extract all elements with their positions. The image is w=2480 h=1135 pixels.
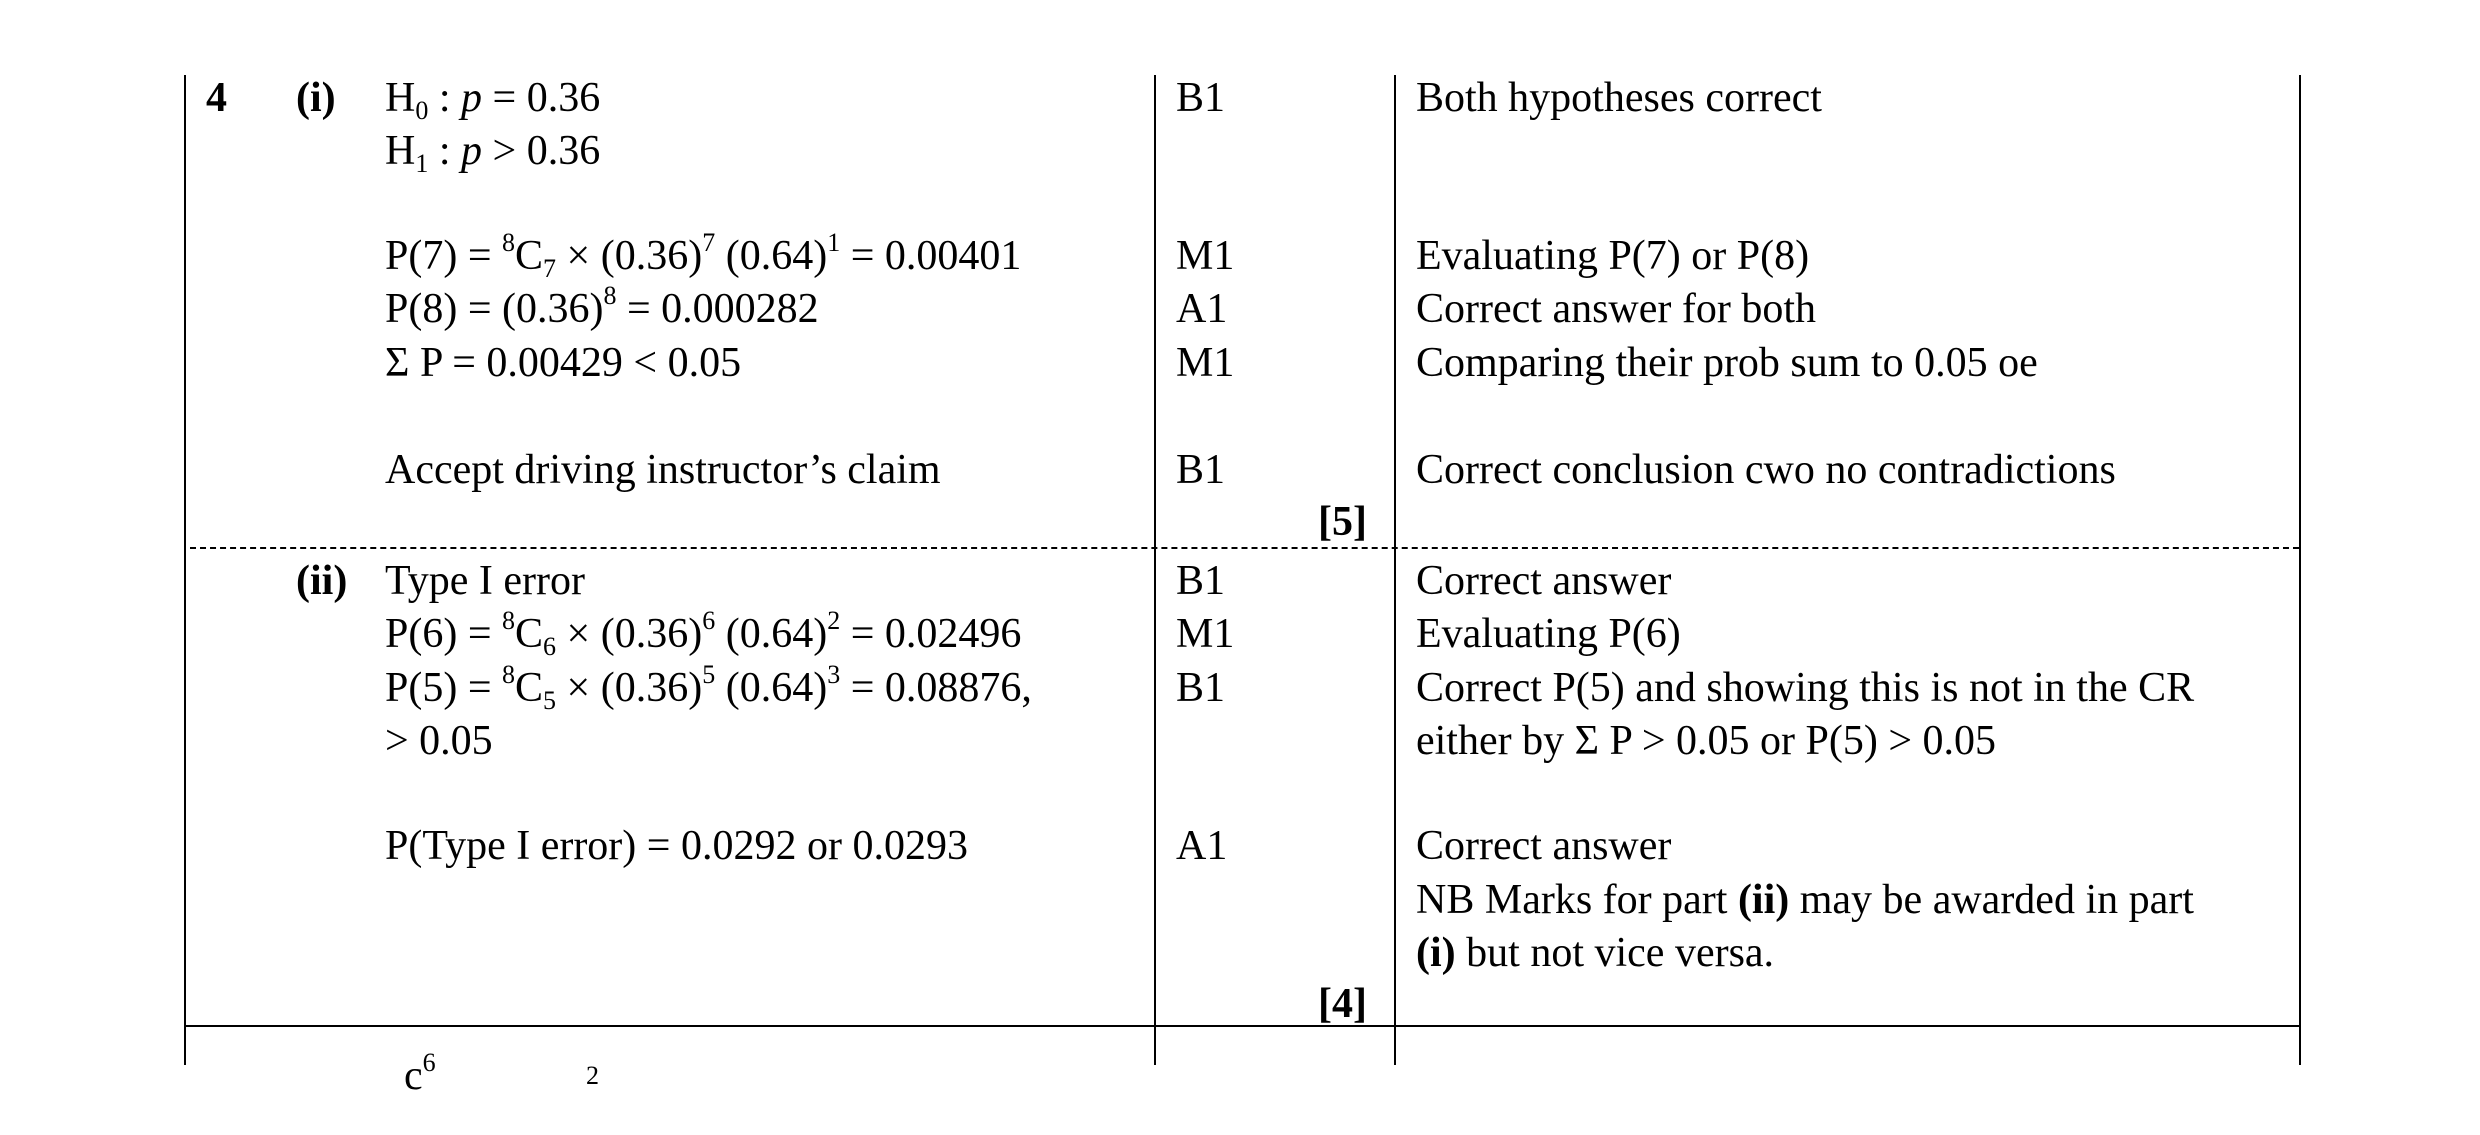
p6-calculation: $P(6) = ^8C_6 \times (0.36)^6$ $(0.64)^2 = 0.02496$	[385, 606, 1022, 661]
null-hypothesis: $H_0$ : p = 0.36	[385, 75, 601, 125]
greater-than-threshold: > 0.05	[385, 718, 493, 764]
guidance-note: Both hypotheses correct	[1416, 75, 1822, 121]
mark-code: B1	[1176, 75, 1226, 121]
guidance-note: Evaluating P(6)	[1416, 611, 1681, 657]
mark-code: B1	[1176, 447, 1226, 493]
mark-code: A1	[1176, 286, 1228, 332]
mark-code: M1	[1176, 233, 1235, 279]
p8-calculation: $P(8) = (0.36)^8 = 0.000282$	[385, 281, 819, 332]
error-type: Type I error	[385, 558, 585, 604]
guidance-note: Correct answer for both	[1416, 286, 1817, 332]
conclusion: Accept driving instructor’s claim	[385, 447, 941, 493]
mark-code: A1	[1176, 823, 1228, 869]
table-left-border	[184, 75, 186, 1065]
part-divider-dashed	[190, 547, 2299, 549]
guidance-nb-line-1: NB Marks for part (ii) may be awarded in part	[1416, 877, 2194, 923]
guidance-nb-line-2: (i) but not vice versa.	[1416, 930, 1775, 976]
part-total-marks: [5]	[1318, 499, 1367, 545]
mark-code: B1	[1176, 665, 1226, 711]
guidance-note: either by Σ P > 0.05 or P(5) > 0.05	[1416, 718, 1997, 764]
guidance-note: Correct answer	[1416, 823, 1672, 869]
guidance-note: Correct P(5) and showing this is not in the CR	[1416, 665, 2195, 711]
probability-sum: Σ P = 0.00429 < 0.05	[385, 340, 742, 386]
part-label-i: (i)	[296, 75, 336, 121]
marks-column-divider	[1394, 75, 1396, 1065]
next-row-fragment: $c^6$	[404, 1048, 436, 1099]
mark-code: M1	[1176, 340, 1235, 386]
guidance-note: Evaluating P(7) or P(8)	[1416, 233, 1810, 279]
question-number: 4	[206, 75, 227, 121]
guidance-note: Comparing their prob sum to 0.05 oe	[1416, 340, 2038, 386]
guidance-note: Correct conclusion cwo no contradictions	[1416, 447, 2116, 493]
p7-calculation: $P(7) = ^8C_7 \times (0.36)^7$ $(0.64)^1 = 0.00401$	[385, 228, 1022, 283]
next-row-fragment: 2	[586, 1061, 599, 1090]
part-total-marks: [4]	[1318, 981, 1367, 1027]
mark-code: B1	[1176, 558, 1226, 604]
type-i-error-answer: P(Type I error) = 0.0292 or 0.0293	[385, 823, 968, 869]
mark-code: M1	[1176, 611, 1235, 657]
answer-column-divider	[1154, 75, 1156, 1065]
part-label-ii: (ii)	[296, 558, 348, 604]
alternative-hypothesis: $H_1$ : p > 0.36	[385, 128, 601, 178]
row-bottom-border	[184, 1025, 2301, 1027]
guidance-note: Correct answer	[1416, 558, 1672, 604]
p5-calculation: $P(5) = ^8C_5 \times (0.36)^5$ $(0.64)^3 = 0.08876$,	[385, 660, 1032, 715]
table-right-border	[2299, 75, 2301, 1065]
